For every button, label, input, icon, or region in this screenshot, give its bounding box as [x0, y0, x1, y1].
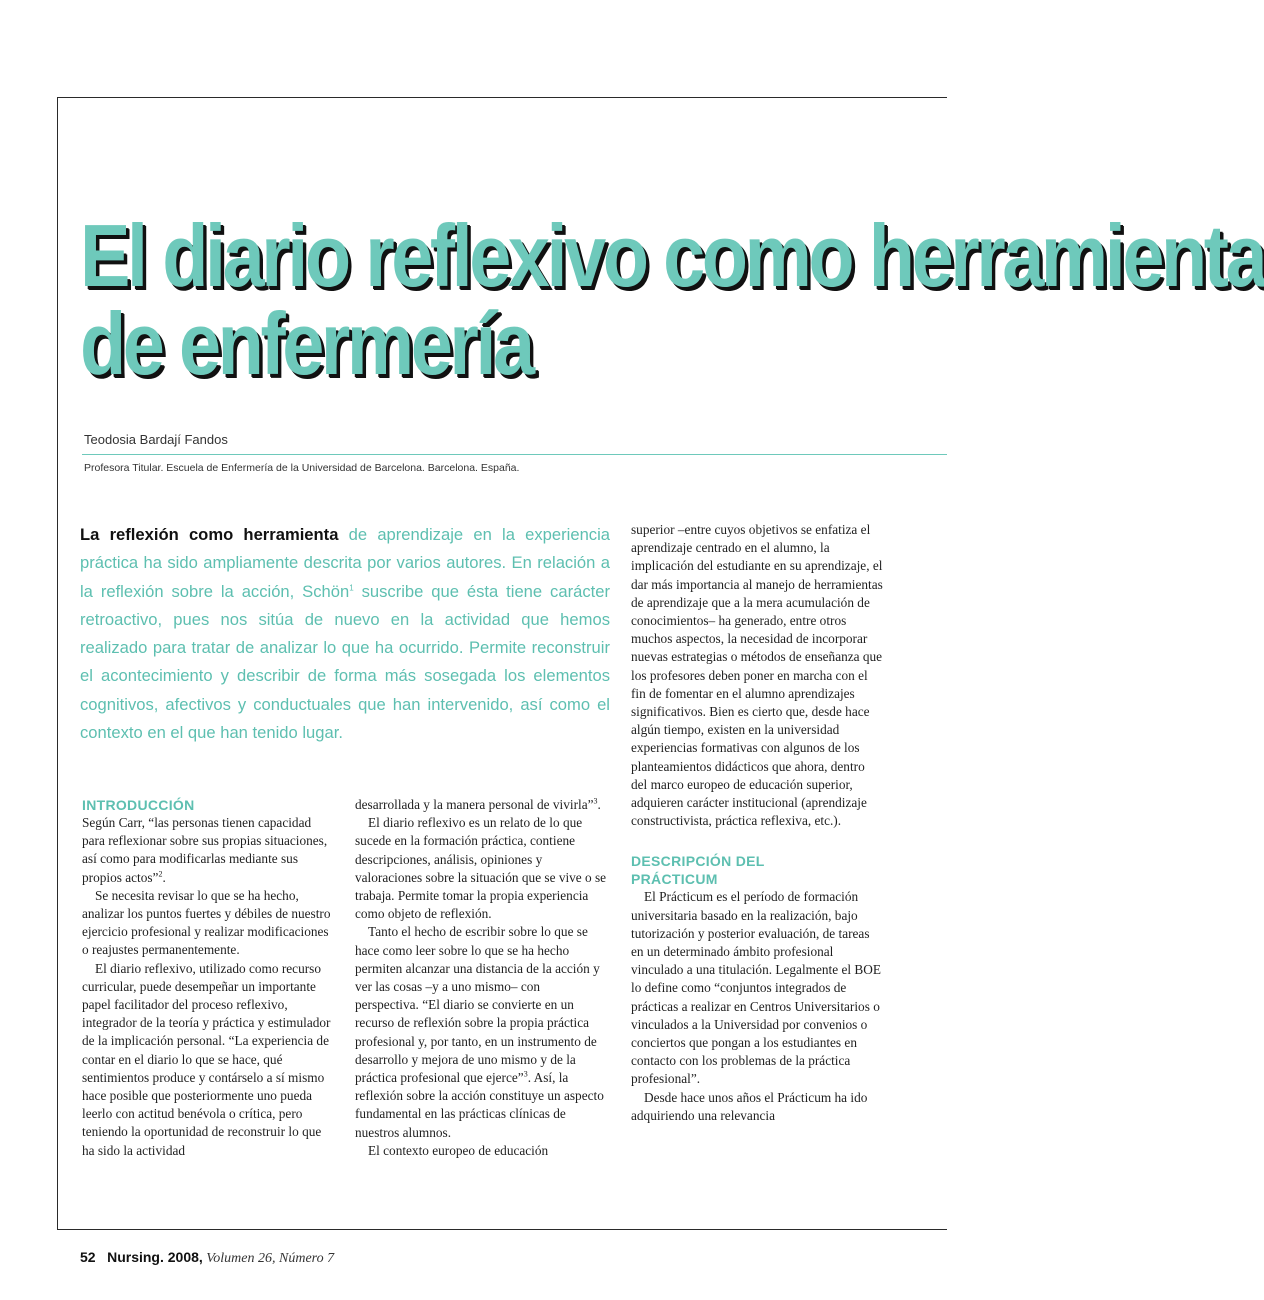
author-name: Teodosia Bardají Fandos: [84, 432, 228, 447]
journal-name: Nursing. 2008,: [107, 1249, 203, 1265]
body-paragraph: [355, 923, 607, 1141]
col2-p1-b: .: [597, 797, 601, 812]
page-number: 52: [80, 1249, 96, 1265]
intro-p1-ref: 2: [158, 869, 163, 879]
lead-paragraph: [80, 521, 610, 747]
heading-line-2: PRÁCTICUM: [631, 871, 718, 888]
lead-bold: La reflexión como herramienta: [80, 525, 339, 544]
intro-p1-b: .: [162, 869, 166, 885]
author-affiliation: Profesora Titular. Escuela de Enfermería de la Universidad de Barcelona. Barcelona. España.: [84, 462, 520, 474]
lead-text-b: suscribe que ésta tiene carácter retroactivo, pues nos sitúa de nuevo en la actividad que hemos realizado para tratar de analizar lo que ha ocurrido. Permite reconstruir el acontecimiento y describir de forma más sosegada los elementos cognitivos, afectivos y conductuales que han intervenido, así como el contexto en el que han tenido lugar.: [80, 581, 610, 743]
body-paragraph: El Prácticum es el período de formación universitaria basado en la realización, bajo tutorización y posterior evaluación, de tareas en un determinado ámbito profesional vinculado a una titulación. Legalmente el BOE lo define como “conjuntos integrados de prácticas a realizar en Centros Universitarios o vinculados a la Universidad por convenios o conciertos que pongan a los estudiantes en contacto con los problemas de la práctica profesional”.: [631, 889, 881, 1087]
intro-p1-a: Según Carr, “las personas tienen capacidad para reflexionar sobre sus propias situaciones, así como para modificarlas mediante sus propios actos”: [82, 815, 328, 885]
column-2: [355, 796, 607, 1160]
column-1: [82, 796, 332, 1160]
col2-p1-ref: 3: [593, 796, 598, 806]
frame-top-rule: [57, 97, 947, 98]
col2-p3-ref: 3: [523, 1069, 528, 1079]
column-3: [631, 521, 883, 1125]
section-heading-practicum: [631, 852, 883, 888]
body-paragraph: El diario reflexivo es un relato de lo que sucede en la formación práctica, contiene descripciones, análisis, opiniones y valoraciones sobre la situación que se vive o se trabaja. Permite tomar la propia experiencia como objeto de reflexión.: [355, 815, 607, 922]
frame-left-rule: [57, 97, 58, 1230]
body-paragraph: El contexto europeo de educación: [368, 1142, 549, 1158]
journal-volume: Volumen 26, Número 7: [206, 1251, 335, 1266]
col2-p1-a: desarrollada y la manera personal de vivirla”: [355, 797, 594, 812]
title-line-1: El diario reflexivo como herramienta: [80, 206, 1264, 305]
body-paragraph: Se necesita revisar lo que se ha hecho, analizar los puntos fuertes y débiles de nuestro ejercicio profesional y realizar modificaciones o reajustes permanentemente.: [82, 887, 331, 958]
body-paragraph: [82, 814, 332, 887]
body-paragraph: El diario reflexivo, utilizado como recurso curricular, puede desempeñar un importante papel facilitador del proceso reflexivo, integrador de la teoría y práctica y estimulador de la implicación personal. “La experiencia de contar en el diario lo que se hace, qué sentimientos produce y contárselo a sí mismo hace posible que posteriormente uno pueda leerlo con actitud benévola o crítica, pero teniendo la oportunidad de reconstruir lo que ha sido la actividad: [82, 960, 331, 1158]
article-title: [80, 206, 1264, 393]
lead-ref: 1: [349, 583, 354, 593]
author-divider: [82, 454, 947, 455]
page-footer: [80, 1249, 334, 1267]
body-paragraph: superior –entre cuyos objetivos se enfatiza el aprendizaje centrado en el alumno, la implicación del estudiante en su aprendizaje, el dar más importancia al manejo de herramientas de aprendizaje que a la mera acumulación de conocimientos– ha generado, entre otros muchos aspectos, la necesidad de incorporar nuevas estrategias o métodos de enseñanza que los profesores deben poner en marcha con el fin de fomentar en el alumno aprendizajes significativos. Bien es cierto que, desde hace algún tiempo, existen en la universidad experiencias formativas con algunos de los planteamientos didácticos que ahora, dentro del marco europeo de educación superior, adquieren carácter institucional (aprendizaje constructivista, práctica reflexiva, etc.).: [631, 522, 883, 829]
body-paragraph: Desde hace unos años el Prácticum ha ido adquiriendo una relevancia: [631, 1089, 868, 1123]
section-heading-introduccion: INTRODUCCIÓN: [82, 797, 195, 813]
col2-p3-b: . Así, la reflexión sobre la acción constituye un aspecto fundamental en las prácticas clínicas de nuestros alumnos.: [355, 1070, 604, 1140]
col2-p3-a: Tanto el hecho de escribir sobre lo que se hace como leer sobre lo que se ha hecho permiten alcanzar una distancia de la acción y ver las cosas –y a uno mismo– con perspectiva. “El diario se convierte en un recurso de reflexión sobre la propia práctica profesional y, por tanto, en un instrumento de desarrollo y mejora de uno mismo y de la práctica profesional que ejerce”: [355, 924, 600, 1086]
body-paragraph: [355, 796, 607, 814]
title-line-2: de enfermería: [80, 294, 532, 393]
heading-line-1: DESCRIPCIÓN DEL: [631, 853, 765, 870]
frame-bottom-rule: [57, 1229, 947, 1230]
lead-text-a: de aprendizaje en la experiencia práctica ha sido ampliamente descrita por varios autores. En relación a la reflexión sobre la acción, Schön: [80, 525, 611, 601]
